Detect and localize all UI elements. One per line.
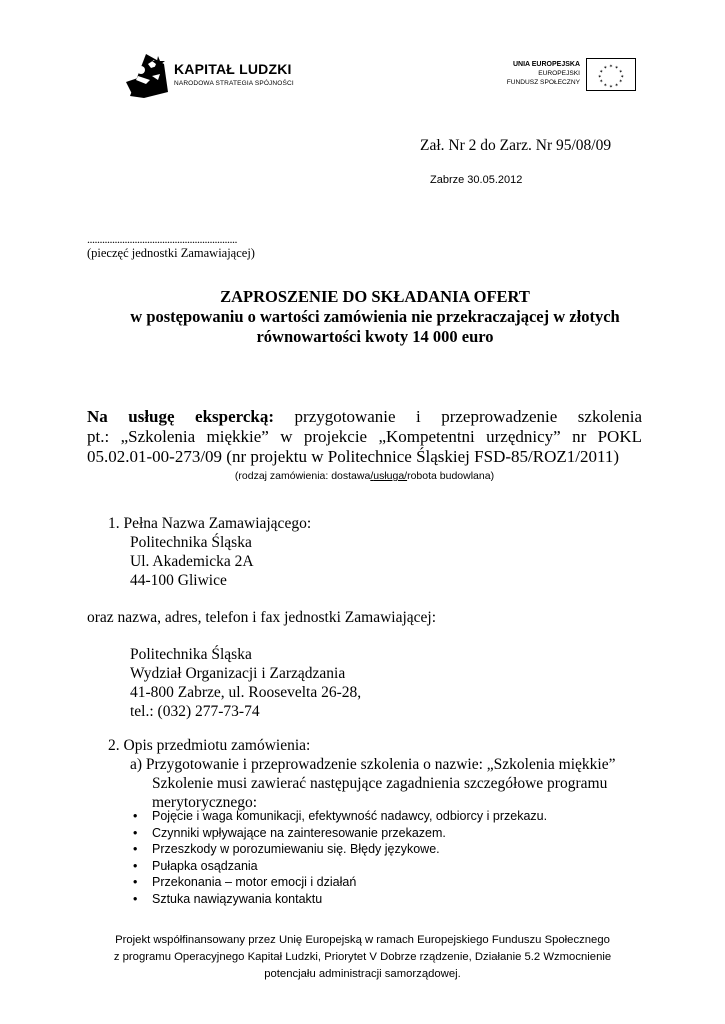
kapital-ludzki-title: KAPITAŁ LUDZKI	[174, 61, 292, 77]
title-line-1: ZAPROSZENIE DO SKŁADANIA OFERT	[220, 287, 530, 306]
bullet-icon: •	[133, 809, 138, 823]
list-item	[130, 858, 547, 875]
unit-address	[130, 645, 361, 721]
section-1-address	[130, 533, 254, 590]
svg-text:✶: ✶	[599, 79, 604, 85]
title-line-2: w postępowaniu o wartości zamówienia nie przekraczającej w złotych	[130, 307, 620, 326]
svg-text:✶: ✶	[614, 83, 619, 89]
page-footer	[60, 932, 665, 983]
svg-text:✶: ✶	[609, 85, 613, 91]
list-item-text: Czynniki wpływające na zainteresowanie przekazem.	[152, 825, 446, 840]
place-and-date: Zabrze 30.05.2012	[430, 174, 523, 186]
document-reference: Zał. Nr 2 do Zarz. Nr 95/08/09	[420, 137, 612, 154]
intro-line-2: pt.: „Szkolenia miękkie” w projekcie „Kompetentni urzędnicy” nr POKL	[87, 427, 642, 446]
eu-flag-icon	[586, 58, 636, 91]
order-kind	[87, 470, 642, 482]
section-1-heading: 1. Pełna Nazwa Zamawiającego:	[108, 515, 312, 532]
bullet-icon: •	[133, 875, 138, 889]
unit-address-line: 41-800 Zabrze, ul. Roosevelta 26-28,	[130, 684, 362, 701]
list-item	[130, 825, 547, 842]
bullet-icon: •	[133, 825, 138, 840]
list-item	[130, 808, 547, 825]
eu-logo-line2: EUROPEJSKI	[538, 70, 580, 77]
kapital-ludzki-emblem-icon	[124, 52, 170, 98]
intro-line-1-rest: przygotowanie i przeprowadzenie szkolenia	[294, 407, 642, 426]
intro-line-3: 05.02.01-00-273/09 (nr projektu w Politechnice Śląskiej FSD-85/ROZ1/2011)	[87, 447, 619, 466]
intro-paragraph	[87, 407, 642, 467]
unit-address-line: Wydział Organizacji i Zarządzania	[130, 665, 346, 682]
stamp-label: (pieczęć jednostki Zamawiającej)	[87, 246, 255, 260]
stamp-dotted-line: ............................................................	[87, 232, 237, 246]
item-a-line: Szkolenie musi zawierać następujące zagadnienia szczegółowe programu	[152, 775, 608, 792]
order-kind-slash: /	[370, 470, 374, 482]
eu-logo-line3: FUNDUSZ SPOŁECZNY	[506, 79, 580, 86]
list-item	[130, 891, 547, 908]
svg-text:✶: ✶	[603, 83, 608, 89]
svg-text:✶: ✶	[618, 70, 623, 76]
footer-line-2: z programu Operacyjnego Kapitał Ludzki, Priorytet V Dobrze rządzenie, Działanie 5.2 Wzmocnienie	[113, 951, 612, 963]
unit-heading: oraz nazwa, adres, telefon i fax jednostki Zamawiającej:	[87, 609, 437, 626]
bullet-icon: •	[133, 842, 138, 856]
section-2-item-a: a) Przygotowanie i przeprowadzenie szkolenia o nazwie: „Szkolenia miękkie”	[130, 756, 616, 773]
title-line-3: równowartości kwoty 14 000 euro	[256, 327, 494, 346]
document-title	[92, 287, 658, 347]
list-item-text: Przekonania – motor emocji i działań	[152, 875, 357, 889]
list-item-text: Pojęcie i waga komunikacji, efektywność nadawcy, odbiorcy i przekazu.	[152, 809, 548, 823]
item-a-line: merytorycznego:	[152, 794, 258, 811]
topics-list	[130, 808, 547, 907]
svg-text:✶: ✶	[603, 65, 608, 71]
unit-address-line: Politechnika Śląska	[130, 646, 252, 663]
list-item	[130, 874, 547, 891]
svg-text:✶: ✶	[618, 79, 623, 85]
footer-line-1: Projekt współfinansowany przez Unię Europejską w ramach Europejskiego Funduszu Społecznego	[115, 934, 610, 946]
section-1-line: Politechnika Śląska	[130, 534, 252, 551]
kapital-ludzki-subtitle: NARODOWA STRATEGIA SPÓJNOŚCI	[174, 80, 294, 87]
bullet-icon: •	[133, 858, 138, 873]
kapital-ludzki-logo	[124, 52, 294, 98]
list-item	[130, 841, 547, 858]
intro-bold-label: Na usługę ekspercką:	[87, 407, 275, 426]
svg-text:✶: ✶	[597, 74, 602, 80]
section-2-item-a-details	[152, 774, 607, 812]
order-kind-selected: usługa/	[373, 470, 408, 482]
section-1-line: 44-100 Gliwice	[130, 572, 227, 589]
eu-logo-line1: UNIA EUROPEJSKA	[512, 61, 580, 68]
footer-line-3: potencjału administracji samorządowej.	[264, 968, 461, 980]
eu-logo-text	[507, 60, 580, 87]
svg-text:✶: ✶	[620, 74, 625, 80]
intro-line-1	[87, 407, 642, 427]
svg-text:✶: ✶	[614, 65, 619, 71]
list-item-text: Sztuka nawiązywania kontaktu	[152, 891, 323, 906]
order-kind-suffix: robota budowlana)	[407, 470, 495, 482]
section-1-line: Ul. Akademicka 2A	[130, 553, 254, 570]
svg-text:✶: ✶	[599, 70, 604, 76]
section-2-heading: 2. Opis przedmiotu zamówienia:	[108, 737, 311, 754]
list-item-text: Przeszkody w porozumiewaniu się. Błędy językowe.	[152, 842, 440, 856]
bullet-icon: •	[133, 891, 138, 906]
list-item-text: Pułapka osądzania	[152, 858, 258, 873]
eu-logo	[478, 58, 636, 92]
unit-address-line: tel.: (032) 277-73-74	[130, 703, 260, 720]
order-kind-prefix: (rodzaj zamówienia: dostawa	[234, 470, 371, 482]
svg-text:✶: ✶	[609, 64, 613, 70]
